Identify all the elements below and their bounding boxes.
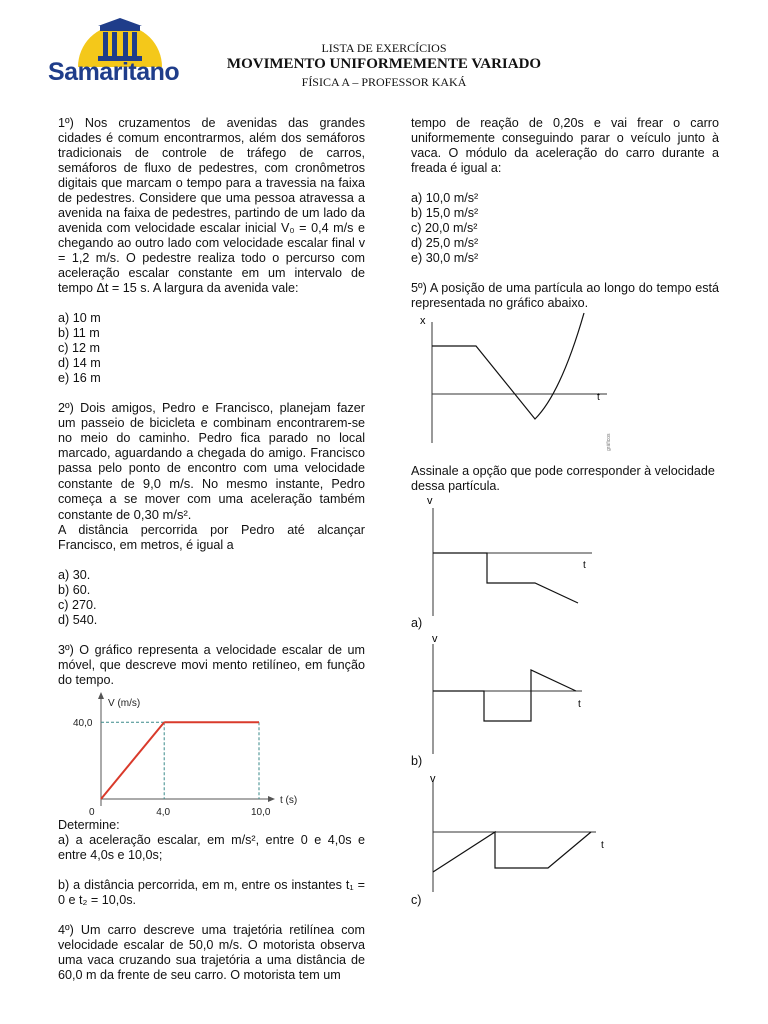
q2-option: d) 540. [58, 613, 98, 627]
v-label: v [432, 633, 438, 645]
x-tick-label: 4,0 [156, 807, 171, 818]
q2-acceleration: 0,30 m/s². [133, 507, 192, 522]
t-label: t [583, 560, 586, 571]
q5-option-a-graph [420, 492, 600, 617]
q2-option: b) 60. [58, 583, 91, 597]
q5-position-graph [411, 308, 611, 453]
q4-option: d) 25,0 m/s² [411, 236, 479, 250]
q3-text: 3º) O gráfico representa a velocidade escalar de um móvel, que descreve movi mento retilíneo, em função do tempo. [58, 643, 365, 687]
q1-option: d) 14 m [58, 356, 101, 370]
q2-text2: No mesmo instante, Pedro começa a se mover com uma aceleração também constante de [58, 477, 365, 522]
q2-text3: A distância percorrida por Pedro até alcançar Francisco, em metros, é igual a [58, 523, 365, 552]
q4-option: c) 20,0 m/s² [411, 221, 478, 235]
q1-text: 1º) Nos cruzamentos de avenidas das grandes cidades é comum encontrarmos, além dos semáforos tradicionais de controle de tráfego de carros, semáforos de fluxo de pedestres, com cronômetros digitais que marcam o tempo para a travessia na faixa de pedestres. Considere que uma pessoa atravessa a avenida na faixa de pedestres, partindo de um lado da avenida com velocidade escalar inicial V₀ = 0,4 m/s e chegando ao outro lado com velocidade escalar final v = 1,2 m/s. O pedestre realiza todo o percurso com aceleração escalar constante em um intervalo de tempo Δt = 15 s. A largura da avenida vale: [58, 116, 365, 295]
q1-option: e) 16 m [58, 371, 101, 385]
graph-credit: gráficos [606, 433, 612, 451]
q3-determine: Determine: [58, 818, 120, 832]
q2-text1: 2º) Dois amigos, Pedro e Francisco, planejam fazer um passeio de bicicleta e combinam encontrarem-se no meio do caminho. Pedro fica parado no local marcado, aguardando a chegada do amigo. Francisco passa pelo ponto de encontro com uma velocidade constante de [58, 401, 365, 491]
q4-option: b) 15,0 m/s² [411, 206, 479, 220]
q1-option: a) 10 m [58, 311, 101, 325]
series-segment [101, 722, 164, 799]
t-graph-label: t [597, 392, 600, 403]
v-label: v [427, 495, 433, 507]
q2-option: c) 270. [58, 598, 97, 612]
q1-option: c) 12 m [58, 341, 100, 355]
position-curve [432, 313, 584, 419]
x-axis-label: t (s) [280, 795, 298, 806]
y-tick-label: 40,0 [73, 718, 93, 730]
x-tick-label: 0 [89, 807, 95, 818]
q3-part-a: a) a aceleração escalar, em m/s², entre 0 e 4,0s e entre 4,0s e 10,0s; [58, 833, 365, 862]
q2-velocity: 9,0 m/s. [142, 476, 194, 491]
q4-text1: 4º) Um carro descreve uma trajetória retilínea com velocidade escalar de 50,0 m/s. O motorista observa uma vaca cruzando sua trajetória a uma distância de 60,0 m da frente de seu carro. O motorista tem um [58, 923, 365, 982]
q4-option: e) 30,0 m/s² [411, 251, 479, 265]
logo-text: Samaritano [48, 58, 180, 86]
left-column [58, 116, 365, 983]
q4-text2: tempo de reação de 0,20s e vai frear o carro uniformemente conseguindo parar o veículo junto à vaca. O módulo da aceleração do carro durante a freada é igual a: [411, 116, 719, 175]
q1-option: b) 11 m [58, 326, 100, 340]
q5-option-b-label: b) [411, 754, 423, 768]
header-line1: LISTA DE EXERCÍCIOS [321, 41, 447, 55]
q5-option-c-graph [420, 768, 610, 896]
q3-velocity-chart [58, 688, 365, 818]
y-axis-label: V (m/s) [108, 698, 141, 709]
x-tick-label: 10,0 [251, 807, 271, 818]
q5-option-b-graph [420, 630, 600, 755]
x-axis-arrow [268, 796, 275, 802]
t-label: t [578, 699, 581, 710]
q2-text [58, 401, 365, 523]
header-line3: FÍSICA A – PROFESSOR KAKÁ [301, 75, 467, 89]
y-axis-arrow [98, 692, 104, 699]
q5-option-a-label: a) [411, 616, 423, 630]
q2-option: a) 30. [58, 568, 91, 582]
velocity-line [433, 832, 591, 872]
q5-prompt: Assinale a opção que pode corresponder à velocidade dessa partícula. [411, 464, 715, 493]
t-label: t [601, 840, 604, 851]
right-column [411, 116, 719, 311]
velocity-line [433, 670, 576, 721]
v-label: v [430, 773, 436, 785]
q3-part-b: b) a distância percorrida, em m, entre os instantes t₁ = 0 e t₂ = 10,0s. [58, 878, 365, 907]
page-title: MOVIMENTO UNIFORMEMENTE VARIADO [226, 56, 542, 72]
velocity-line [433, 553, 578, 603]
x-graph-label: x [420, 315, 426, 327]
q5-option-c-label: c) [411, 893, 422, 907]
q4-option: a) 10,0 m/s² [411, 191, 479, 205]
q5-text: 5º) A posição de uma partícula ao longo do tempo está representada no gráfico abaixo. [411, 281, 719, 310]
